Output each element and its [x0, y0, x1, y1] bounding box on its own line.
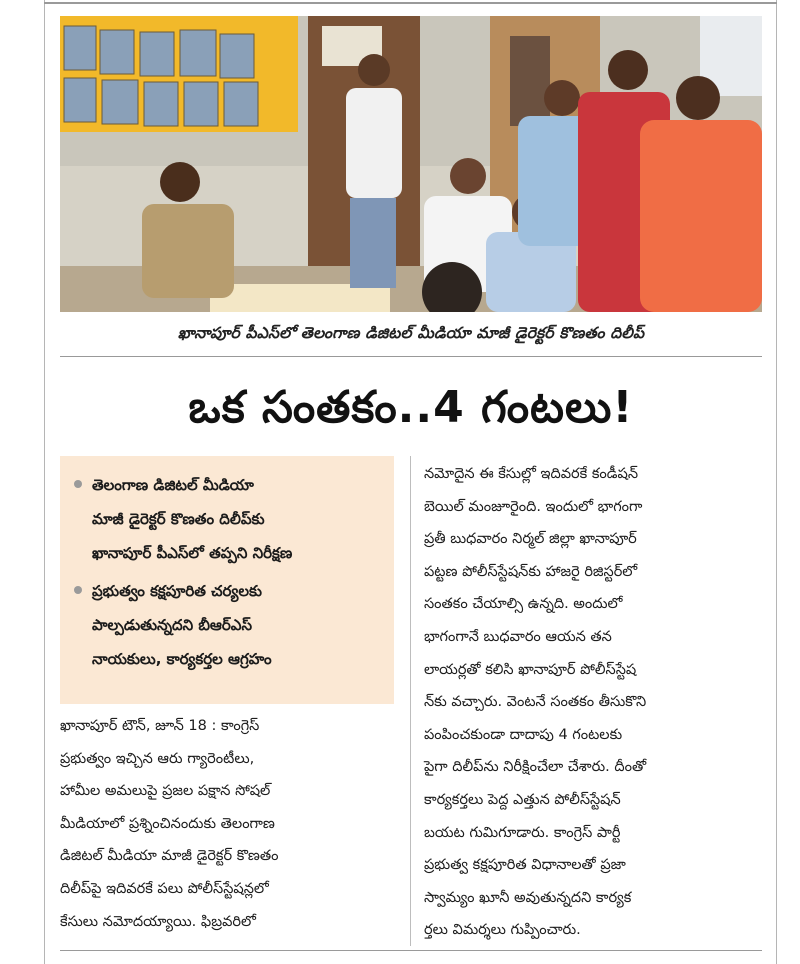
caption-divider [60, 356, 762, 357]
highlight-text: తెలంగాణ డిజిటల్ మీడియా మాజీ డైరెక్టర్ కొణతం దిలీప్‌కు ఖానాపూర్ పీఎస్‌లో తప్పని నిరీక్షణ [92, 476, 293, 562]
highlight-text: ప్రభుత్వం కక్షపూరిత చర్యలకు పాల్పడుతున్నదని బీఆర్ఎస్ నాయకులు, కార్యకర్తల ఆగ్రహం [92, 582, 272, 668]
article-body-right-column: నమోదైన ఈ కేసుల్లో ఇదివరకే కండీషన్ బెయిల్ మంజూరైంది. ఇందులో భాగంగా ప్రతీ బుధవారం నిర్మల్ జిల్లా ఖానాపూర్ పట్టణ పోలీస్‌స్టేషన్‌కు హాజరై రిజిస్టర్‌లో సంతకం చేయాల్సి ఉన్నది. అందులో భాగంగానే బుధవారం ఆయన తన లాయర్లతో కలిసి ఖానాపూర్ పోలీస్‌స్టేష న్‌కు వచ్చారు. వెంటనే సంతకం తీసుకొని పంపించకుండా దాదాపు 4 గంటలకు పైగా దిలీప్‌ను నిరీక్షించేలా చేశారు. దీంతో కార్యకర్తలు పెద్ద ఎత్తున పోలీస్‌స్టేషన్ బయట గుమిగూడారు. కాంగ్రెస్ పార్టీ ప్రభుత్వ కక్షపూరిత విధానాలతో ప్రజా స్వామ్యం ఖూనీ అవుతున్నదని కార్యక ర్తలు విమర్శలు గుప్పించారు. [424, 466, 647, 939]
highlight-item [72, 468, 386, 570]
highlight-item [72, 574, 386, 676]
bullet-icon [74, 586, 82, 594]
top-rule [44, 2, 777, 4]
headline: ఒక సంతకం..4 గంటలు! [188, 382, 634, 433]
right-frame-rule [776, 0, 777, 964]
left-frame-rule [44, 0, 45, 964]
bottom-rule [60, 950, 762, 951]
highlights-box [60, 456, 394, 704]
news-photo [60, 16, 762, 312]
article-body-left-column: ఖానాపూర్ టౌన్, జూన్ 18 : కాంగ్రెస్ ప్రభుత్వం ఇచ్చిన ఆరు గ్యారెంటీలు, హామీల అమలుపై ప్రజల పక్షాన సోషల్ మీడియాలో ప్రశ్నించినందుకు తెలంగాణ డిజిటల్ మీడియా మాజీ డైరెక్టర్ కొణతం దిలీప్‌పై ఇదివరకే పలు పోలీస్‌స్టేషన్లలో కేసులు నమోదయ్యాయి. ఫిబ్రవరిలో [60, 718, 279, 930]
photo-caption: ఖానాపూర్ పీఎస్‌లో తెలంగాణ డిజిటల్ మీడియా మాజీ డైరెక్టర్ కొణతం దిలీప్ [177, 324, 645, 342]
bullet-icon [74, 480, 82, 488]
column-divider [410, 456, 411, 946]
